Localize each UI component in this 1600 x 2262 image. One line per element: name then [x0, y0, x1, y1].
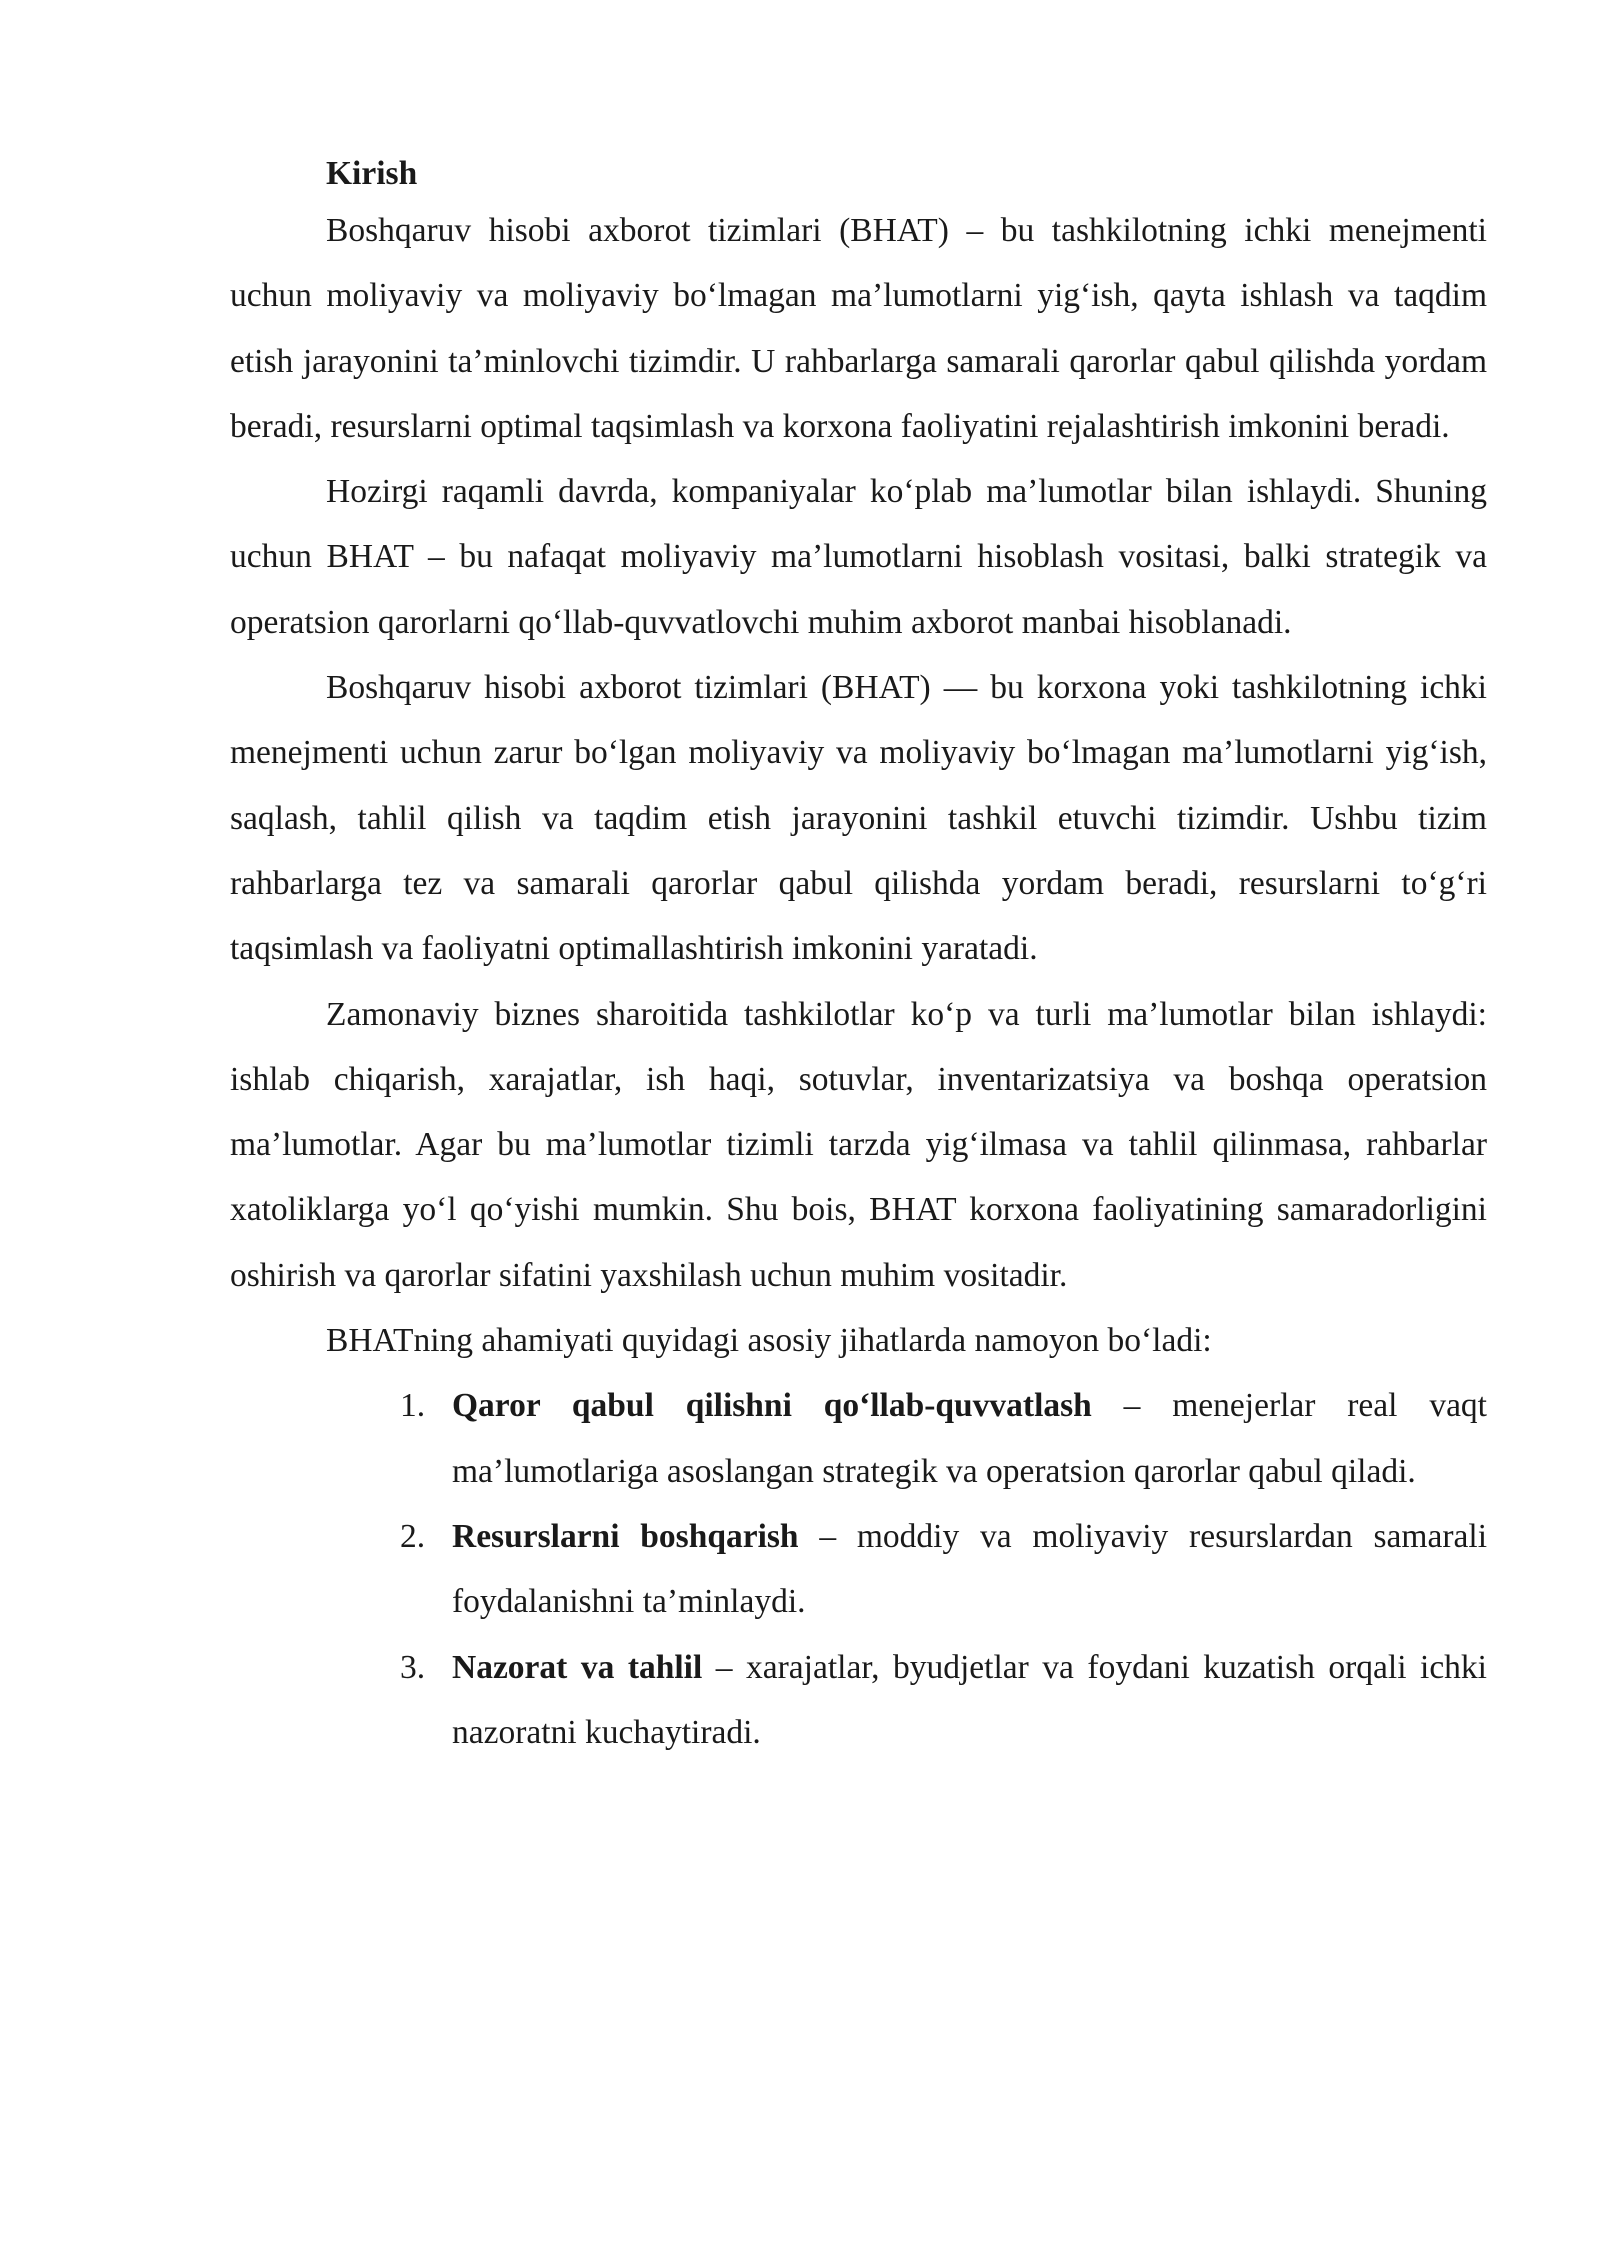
- paragraph-3: Boshqaruv hisobi axborot tizimlari (BHAT) — bu korxona yoki tashkilotning ichki menejmenti uchun zarur bo‘lgan moliyaviy va moliyaviy bo‘lmagan ma’lumotlarni yig‘ish, saqlash, tahlil qilish va taqdim etish jarayonini tashkil etuvchi tizimdir. Ushbu tizim rahbarlarga tez va samarali qarorlar qabul qilishda yordam beradi, resurslarni to‘g‘ri taqsimlash va faoliyatni optimallashtirish imkonini yaratadi.: [230, 669, 1487, 968]
- list-item-term: Qaror qabul qilishni qo‘llab-quvvatlash: [452, 1387, 1092, 1425]
- importance-list: [230, 1373, 1487, 1765]
- list-item-text: – moddiy va moliyaviy resurslardan samarali foydalanishni ta’minlaydi.: [452, 1517, 1487, 1621]
- paragraph-1: Boshqaruv hisobi axborot tizimlari (BHAT) – bu tashkilotning ichki menejmenti uchun moliyaviy va moliyaviy bo‘lmagan ma’lumotlarni yig‘ish, qayta ishlash va taqdim etish jarayonini ta’minlovchi tizimdir. U rahbarlarga samarali qarorlar qabul qilishda yordam beradi, resurslarni optimal taqsimlash va korxona faoliyatini rejalashtirish imkonini beradi.: [230, 212, 1487, 445]
- section-heading: Kirish: [326, 155, 418, 192]
- list-intro-paragraph: BHATning ahamiyati quyidagi asosiy jihatlarda namoyon bo‘ladi:: [326, 1322, 1212, 1360]
- paragraph-4: Zamonaviy biznes sharoitida tashkilotlar ko‘p va turli ma’lumotlar bilan ishlaydi: ishlab chiqarish, xarajatlar, ish haqi, sotuvlar, inventarizatsiya va boshqa operatsion ma’lumotlar. Agar bu ma’lumotlar tizimli tarzda yig‘ilmasa va tahlil qilinmasa, rahbarlar xatoliklarga yo‘l qo‘yishi mumkin. Shu bois, BHAT korxona faoliyatining samaradorligini oshirish va qarorlar sifatini yaxshilash uchun muhim vositadir.: [230, 995, 1487, 1294]
- list-item-text: – menejerlar real vaqt ma’lumotlariga asoslangan strategik va operatsion qarorlar qabul qiladi.: [452, 1387, 1487, 1490]
- list-item: [230, 1635, 1487, 1766]
- list-item-text: – xarajatlar, byudjetlar va foydani kuzatish orqali ichki nazoratni kuchaytiradi.: [452, 1648, 1487, 1751]
- list-item-term: Nazorat va tahlil: [452, 1648, 703, 1686]
- list-item: [230, 1373, 1487, 1504]
- document-body: [230, 150, 1487, 1765]
- list-item-number: 1.: [400, 1387, 426, 1425]
- paragraph-2: Hozirgi raqamli davrda, kompaniyalar ko‘plab ma’lumotlar bilan ishlaydi. Shuning uchun BHAT – bu nafaqat moliyaviy ma’lumotlarni hisoblash vositasi, balki strategik va operatsion qarorlarni qo‘llab-quvvatlovchi muhim axborot manbai hisoblanadi.: [230, 473, 1487, 641]
- list-item-term: Resurslarni boshqarish: [452, 1517, 799, 1555]
- list-item-number: 3.: [400, 1648, 426, 1686]
- list-item-number: 2.: [400, 1517, 426, 1555]
- list-item: [230, 1504, 1487, 1635]
